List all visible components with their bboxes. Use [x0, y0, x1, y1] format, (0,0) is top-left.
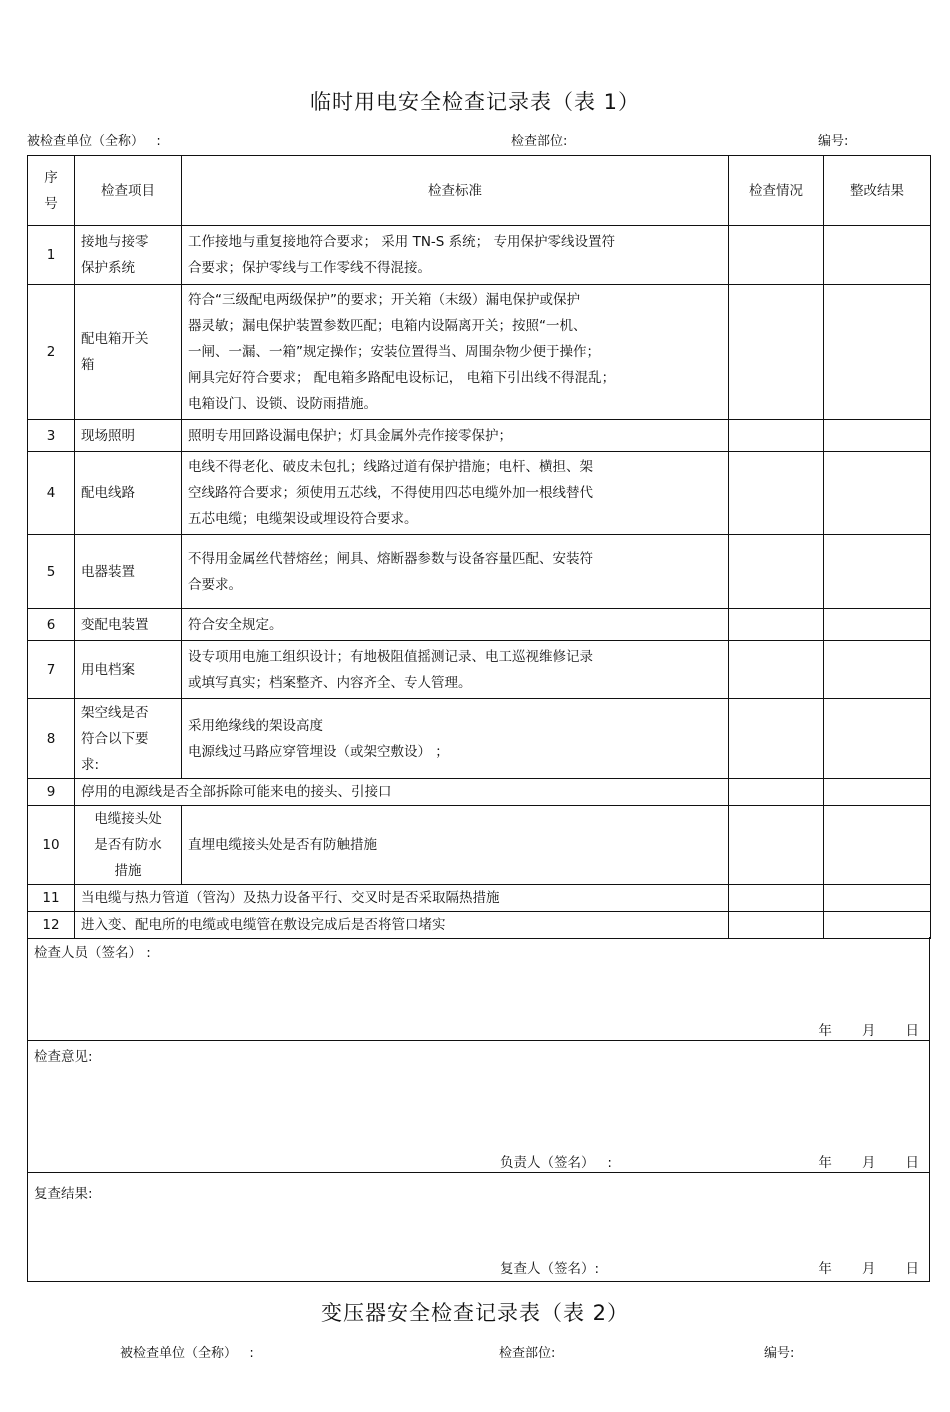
row-status-cell[interactable]: [729, 806, 824, 885]
row-seq: 8: [28, 699, 75, 779]
recheck-result-label: 复查结果:: [34, 1186, 93, 1202]
row-item: 电缆接头处 是否有防水 措施: [75, 806, 182, 885]
row-result-cell[interactable]: [824, 420, 931, 452]
row-merged-text: 停用的电源线是否全部拆除可能来电的接头、引接口: [75, 779, 729, 806]
table-header-row: [28, 156, 931, 226]
table-row: [28, 535, 931, 609]
row-result-cell[interactable]: [824, 226, 931, 285]
responsible-signature-label: 负责人（签名） :: [500, 1155, 612, 1171]
row-status-cell[interactable]: [729, 912, 824, 939]
row-item: 现场照明: [75, 420, 182, 452]
form1-title: 临时用电安全检查记录表（表 1）: [309, 90, 641, 114]
row-result-cell[interactable]: [824, 609, 931, 641]
row-status-cell[interactable]: [729, 285, 824, 420]
row-status-cell[interactable]: [729, 226, 824, 285]
row-result-cell[interactable]: [824, 452, 931, 535]
row-item: 配电线路: [75, 452, 182, 535]
inspector-signature-section[interactable]: [27, 937, 930, 1041]
form2-unit-label: 被检查单位（全称） :: [120, 1346, 254, 1361]
header-item: 检查项目: [75, 156, 182, 226]
row-result-cell[interactable]: [824, 806, 931, 885]
form2-title: 变压器安全检查记录表（表 2）: [320, 1301, 630, 1325]
row-status-cell[interactable]: [729, 699, 824, 779]
row-standard: 符合“三级配电两级保护”的要求；开关箱（末级）漏电保护或保护 器灵敏；漏电保护装置参数匹配；电箱内设隔离开关；按照“一机、 一闸、一漏、一箱”规定操作；安装位置得当、周围杂物少便于操作； 闸具完好符合要求； 配电箱多路配电设标记， 电箱下引出线不得混乱； 电箱设门、设锁、设防雨措施。: [182, 285, 729, 420]
row-status-cell[interactable]: [729, 885, 824, 912]
row-standard: 工作接地与重复接地符合要求； 采用 TN-S 系统； 专用保护零线设置符 合要求；保护零线与工作零线不得混接。: [182, 226, 729, 285]
table-row: [28, 641, 931, 699]
row-merged-text: 进入变、配电所的电缆或电缆管在敷设完成后是否将管口堵实: [75, 912, 729, 939]
row-result-cell[interactable]: [824, 699, 931, 779]
table-row: [28, 452, 931, 535]
row-standard: 电线不得老化、破皮未包扎；线路过道有保护措施；电杆、横担、架 空线路符合要求；须使用五芯线，不得使用四芯电缆外加一根线替代 五芯电缆；电缆架设或埋设符合要求。: [182, 452, 729, 535]
row-item: 配电箱开关 箱: [75, 285, 182, 420]
rechecker-date: 年 月 日: [818, 1261, 919, 1277]
header-standard: 检查标准: [182, 156, 729, 226]
row-seq: 3: [28, 420, 75, 452]
row-standard: 照明专用回路设漏电保护；灯具金属外壳作接零保护；: [182, 420, 729, 452]
header-result: 整改结果: [824, 156, 931, 226]
inspection-table: [27, 155, 931, 939]
row-result-cell[interactable]: [824, 285, 931, 420]
table-row: [28, 609, 931, 641]
table-row: [28, 699, 931, 779]
row-standard: 不得用金属丝代替熔丝；闸具、熔断器参数与设备容量匹配、安装符 合要求。: [182, 535, 729, 609]
row-status-cell[interactable]: [729, 609, 824, 641]
row-seq: 1: [28, 226, 75, 285]
row-result-cell[interactable]: [824, 779, 931, 806]
form1-number-label: 编号:: [818, 134, 849, 149]
row-seq: 4: [28, 452, 75, 535]
header-status: 检查情况: [729, 156, 824, 226]
row-seq: 7: [28, 641, 75, 699]
row-status-cell[interactable]: [729, 535, 824, 609]
header-seq: 序 号: [28, 156, 75, 226]
table-row: [28, 226, 931, 285]
form2-part-label: 检查部位:: [499, 1346, 556, 1361]
row-seq: 9: [28, 779, 75, 806]
inspection-opinion-label: 检查意见:: [34, 1049, 93, 1065]
row-standard: 采用绝缘线的架设高度 电源线过马路应穿管埋设（或架空敷设） ；: [182, 699, 729, 779]
inspector-date: 年 月 日: [818, 1023, 919, 1039]
form2-number-label: 编号:: [764, 1346, 795, 1361]
row-seq: 2: [28, 285, 75, 420]
row-result-cell[interactable]: [824, 641, 931, 699]
table-row: [28, 285, 931, 420]
table-row: [28, 779, 931, 806]
row-result-cell[interactable]: [824, 885, 931, 912]
row-seq: 12: [28, 912, 75, 939]
responsible-date: 年 月 日: [818, 1155, 919, 1171]
row-item: 架空线是否 符合以下要 求:: [75, 699, 182, 779]
row-merged-text: 当电缆与热力管道（管沟）及热力设备平行、交叉时是否采取隔热措施: [75, 885, 729, 912]
inspection-opinion-section[interactable]: [27, 1041, 930, 1173]
row-item: 变配电装置: [75, 609, 182, 641]
row-status-cell[interactable]: [729, 779, 824, 806]
row-seq: 10: [28, 806, 75, 885]
table-row: [28, 806, 931, 885]
form1-part-label: 检查部位:: [511, 134, 568, 149]
row-result-cell[interactable]: [824, 535, 931, 609]
row-status-cell[interactable]: [729, 420, 824, 452]
row-item: 用电档案: [75, 641, 182, 699]
row-standard: 直埋电缆接头处是否有防触措施: [182, 806, 729, 885]
row-item: 接地与接零 保护系统: [75, 226, 182, 285]
table-row: [28, 420, 931, 452]
inspector-signature-label: 检查人员（签名） :: [34, 945, 151, 961]
row-status-cell[interactable]: [729, 452, 824, 535]
row-standard: 设专项用电施工组织设计；有地极阻值摇测记录、电工巡视维修记录 或填写真实；档案整齐、内容齐全、专人管理。: [182, 641, 729, 699]
row-seq: 5: [28, 535, 75, 609]
row-seq: 11: [28, 885, 75, 912]
recheck-result-section[interactable]: [27, 1173, 930, 1282]
table-row: [28, 912, 931, 939]
row-result-cell[interactable]: [824, 912, 931, 939]
table-row: [28, 885, 931, 912]
form1-unit-label: 被检查单位（全称） :: [27, 134, 161, 149]
row-status-cell[interactable]: [729, 641, 824, 699]
rechecker-signature-label: 复查人（签名）:: [500, 1261, 600, 1277]
row-item: 电器装置: [75, 535, 182, 609]
row-standard: 符合安全规定。: [182, 609, 729, 641]
row-seq: 6: [28, 609, 75, 641]
